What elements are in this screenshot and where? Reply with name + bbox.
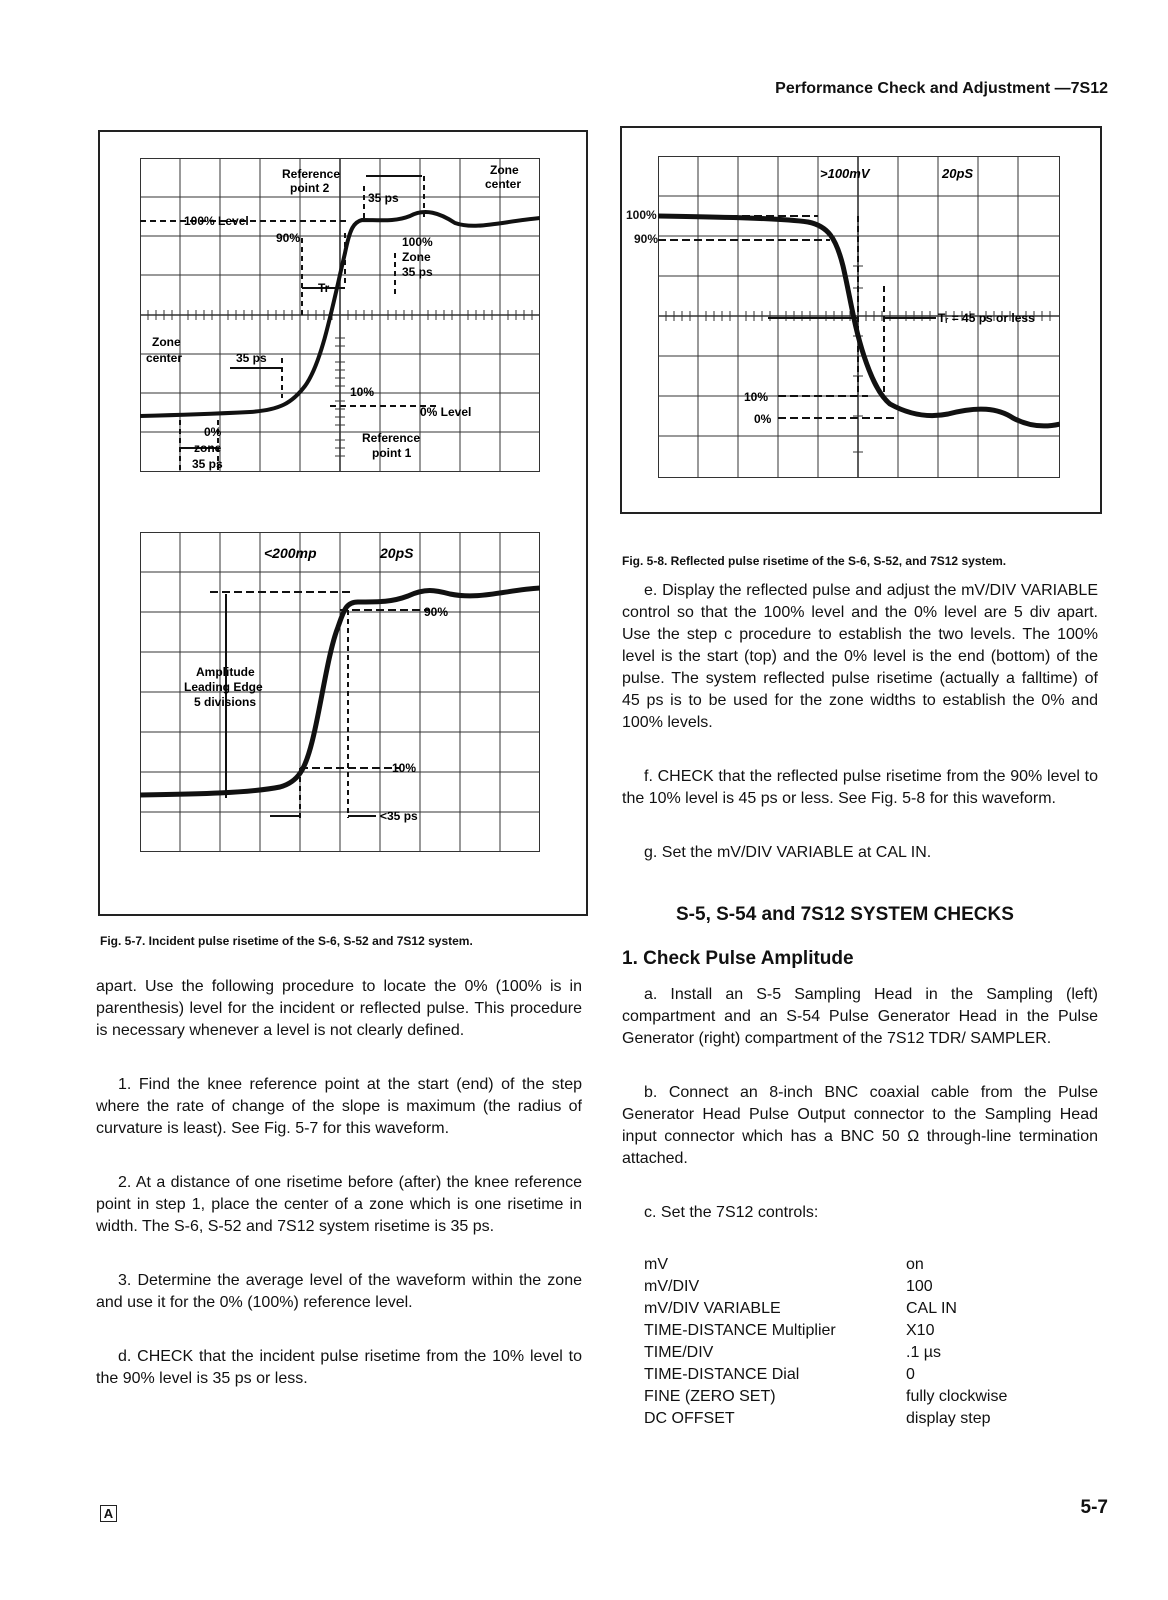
fig57-top-zone-35ps: 35 ps bbox=[192, 457, 223, 471]
fig57-top-100zone-line2: Zone bbox=[402, 250, 431, 264]
settings-value: 0 bbox=[906, 1366, 915, 1383]
fig57-bottom-amplitude-line2: Leading Edge bbox=[184, 680, 263, 694]
settings-row bbox=[644, 1386, 1007, 1408]
settings-control: TIME-DISTANCE Dial bbox=[644, 1366, 800, 1383]
subsection-title: 1. Check Pulse Amplitude bbox=[622, 948, 854, 969]
fig57-top-35ps-b: 35 ps bbox=[236, 351, 267, 365]
settings-value: fully clockwise bbox=[906, 1388, 1008, 1405]
section-title: S-5, S-54 and 7S12 SYSTEM CHECKS bbox=[676, 904, 1014, 925]
fig57-bottom-35ps: <35 ps bbox=[380, 809, 418, 823]
fig58-caption: Fig. 5-8. Reflected pulse risetime of the S-6, S-52, and 7S12 system. bbox=[622, 554, 1007, 568]
right-step-c: c. Set the 7S12 controls: bbox=[644, 1204, 819, 1221]
page-header: Performance Check and Adjustment —7S12 bbox=[775, 80, 1108, 97]
fig57-top-zonecenter-left-line2: center bbox=[146, 351, 183, 365]
revision-mark: A bbox=[100, 1505, 117, 1522]
settings-control: mV bbox=[644, 1256, 668, 1273]
settings-control: mV/DIV bbox=[644, 1278, 700, 1295]
fig58-readout-ps: 20pS bbox=[942, 166, 974, 181]
settings-row bbox=[644, 1320, 1007, 1342]
fig57-top-0pct: 0% bbox=[204, 425, 222, 439]
settings-row bbox=[644, 1408, 1007, 1430]
settings-control: DC OFFSET bbox=[644, 1410, 735, 1427]
fig57-bottom-amplitude-line1: Amplitude bbox=[196, 665, 255, 679]
fig57-top-10pct: 10% bbox=[350, 385, 375, 399]
settings-row bbox=[644, 1276, 1007, 1298]
fig57-top-35ps-a: 35 ps bbox=[368, 191, 399, 205]
fig58-10pct: 10% bbox=[744, 390, 769, 404]
right-column-lower bbox=[622, 984, 1098, 1224]
fig57-top-refpoint2-line1: Reference bbox=[282, 167, 341, 181]
fig57-top-tr: Tr bbox=[318, 281, 330, 295]
fig57-top-refpoint1-line1: Reference bbox=[362, 431, 421, 445]
right-step-g: g. Set the mV/DIV VARIABLE at CAL IN. bbox=[644, 844, 932, 861]
right-step-e: e. Display the reflected pulse and adjust the mV/DIV VARIABLE control so that the 100% level and the 0% level are 5 div apart. Use the step c procedure to establish the two levels. The 100% level is the start (top) and the 0% level is the end (bottom) of the pulse. The system reflected pulse risetime (actually a falltime) of 45 ps is to be used for the zone widths to establish the 0% and 100% levels. bbox=[622, 582, 1098, 731]
left-step-1: 1. Find the knee reference point at the start (end) of the step where the rate of change of the slope is maximum (the radius of curvature is least). See Fig. 5-7 for this waveform. bbox=[96, 1076, 582, 1137]
settings-row bbox=[644, 1298, 1007, 1320]
settings-value: on bbox=[906, 1256, 924, 1273]
fig57-top-zonecenter-line2: center bbox=[485, 177, 522, 191]
fig58-tr-label: Tᵣ = 45 ps or less bbox=[938, 311, 1035, 325]
left-step-3: 3. Determine the average level of the waveform within the zone and use it for the 0% (100%) reference level. bbox=[96, 1272, 582, 1311]
fig57-top-100zone-line3: 35 ps bbox=[402, 265, 433, 279]
left-para-intro: apart. Use the following procedure to locate the 0% (100% is in parenthesis) level for the incident or reflected pulse. This procedure is necessary whenever a level is not clearly defined. bbox=[96, 978, 582, 1039]
fig57-bottom-10pct: 10% bbox=[392, 761, 417, 775]
fig57-top-100-level: 100% Level bbox=[184, 214, 249, 228]
figure-5-7 bbox=[98, 130, 588, 916]
fig57-top-zonecenter-line1: Zone bbox=[490, 163, 519, 177]
fig57-bottom-amplitude-line3: 5 divisions bbox=[194, 695, 257, 709]
fig57-top-zone: zone bbox=[194, 441, 222, 455]
settings-value: .1 µs bbox=[906, 1344, 942, 1361]
fig58-graticule bbox=[658, 156, 1060, 478]
left-step-d: d. CHECK that the incident pulse risetime from the 10% level to the 90% level is 35 ps or less. bbox=[96, 1348, 582, 1387]
fig57-bottom-readout-ps: 20pS bbox=[380, 545, 414, 561]
settings-control: FINE (ZERO SET) bbox=[644, 1388, 776, 1405]
controls-settings-table bbox=[644, 1254, 1007, 1430]
fig58-100pct: 100% bbox=[626, 208, 657, 222]
settings-row bbox=[644, 1364, 1007, 1386]
fig57-top-refpoint2-line2: point 2 bbox=[290, 181, 330, 195]
figure-5-8 bbox=[620, 126, 1102, 514]
settings-control: mV/DIV VARIABLE bbox=[644, 1300, 781, 1317]
settings-value: CAL IN bbox=[906, 1300, 957, 1317]
fig57-bottom-90pct: 90% bbox=[424, 605, 449, 619]
fig57-top-refpoint1-line2: point 1 bbox=[372, 446, 412, 460]
settings-row bbox=[644, 1342, 1007, 1364]
fig57-caption: Fig. 5-7. Incident pulse risetime of the S-6, S-52 and 7S12 system. bbox=[100, 934, 473, 948]
right-step-b: b. Connect an 8-inch BNC coaxial cable from the Pulse Generator Head Pulse Output connector to the Sampling Head input connector which has a BNC 50 Ω through-line termination attached. bbox=[622, 1084, 1098, 1167]
right-step-a: a. Install an S-5 Sampling Head in the Sampling (left) compartment and an S-54 Pulse Generator Head in the Pulse Generator (right) compartment of the 7S12 TDR/ SAMPLER. bbox=[622, 986, 1098, 1047]
left-step-2: 2. At a distance of one risetime before (after) the knee reference point in step 1, place the center of a zone which is one risetime in width. The S-6, S-52 and 7S12 system risetime is 35 ps. bbox=[96, 1174, 582, 1235]
fig57-top-0-level: 0% Level bbox=[420, 405, 472, 419]
settings-value: X10 bbox=[906, 1322, 935, 1339]
fig57-bottom-graticule bbox=[140, 532, 540, 852]
settings-control: TIME-DISTANCE Multiplier bbox=[644, 1322, 836, 1339]
left-column bbox=[96, 976, 582, 1390]
fig57-top-graticule bbox=[140, 158, 540, 472]
fig57-top-zonecenter-left-line1: Zone bbox=[152, 335, 181, 349]
fig58-readout-mv: >100mV bbox=[820, 166, 870, 181]
fig58-0pct: 0% bbox=[754, 412, 772, 426]
fig57-bottom-readout-mv: <200mp bbox=[264, 545, 317, 561]
right-step-f: f. CHECK that the reflected pulse risetime from the 90% level to the 10% level is 45 ps or less. See Fig. 5-8 for this waveform. bbox=[622, 768, 1098, 807]
settings-value: display step bbox=[906, 1410, 991, 1427]
page-number: 5-7 bbox=[1080, 1497, 1108, 1518]
settings-control: TIME/DIV bbox=[644, 1344, 714, 1361]
fig57-top-100zone-line1: 100% bbox=[402, 235, 433, 249]
fig57-top-90pct: 90% bbox=[276, 231, 301, 245]
right-column bbox=[622, 580, 1098, 864]
fig58-90pct: 90% bbox=[634, 232, 659, 246]
settings-value: 100 bbox=[906, 1278, 933, 1295]
settings-row bbox=[644, 1254, 1007, 1276]
